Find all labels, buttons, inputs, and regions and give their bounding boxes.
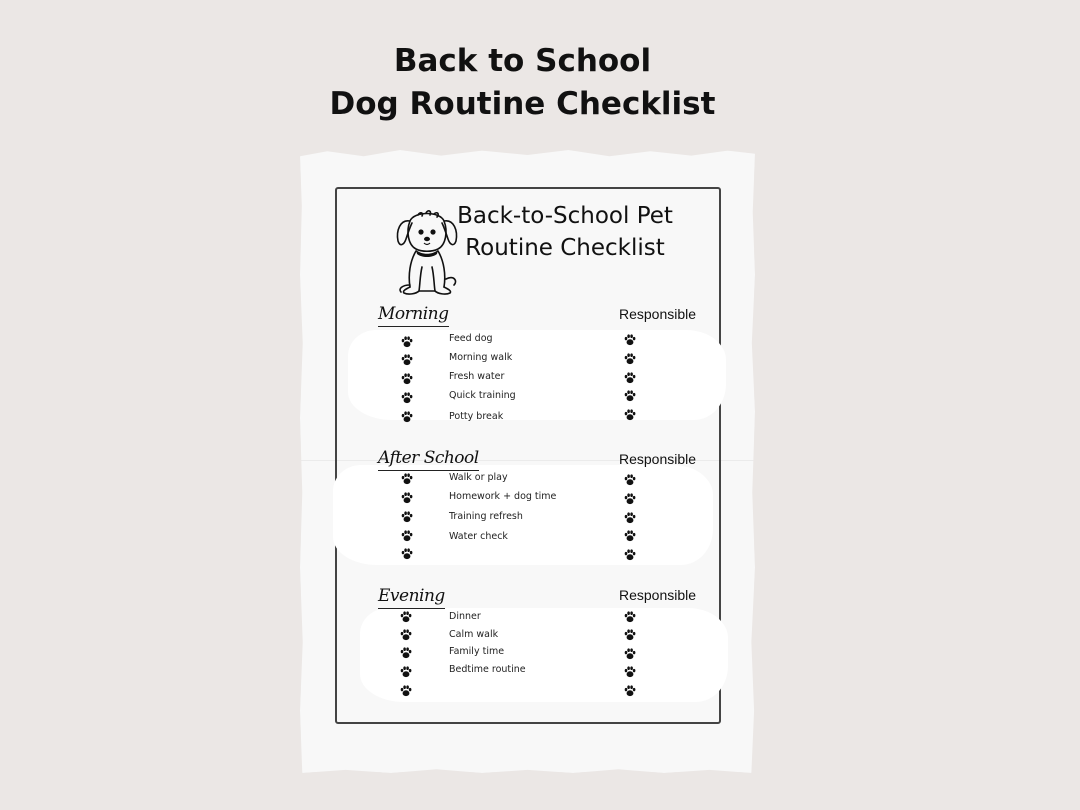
paw-print-icon	[401, 354, 413, 366]
paw-print-icon	[624, 493, 636, 505]
list-item: Fresh water	[449, 371, 505, 382]
paw-print-icon	[401, 530, 413, 542]
paw-print-icon	[400, 666, 412, 678]
paw-print-icon	[624, 409, 636, 421]
section-heading-after-school: After School	[378, 448, 479, 468]
paw-print-icon	[624, 474, 636, 486]
paw-print-icon	[624, 685, 636, 697]
section-highlight-evening	[360, 608, 728, 702]
paw-print-icon	[401, 336, 413, 348]
list-item: Quick training	[449, 390, 516, 401]
paw-print-icon	[624, 390, 636, 402]
paw-print-icon	[400, 647, 412, 659]
checklist-title-line-2: Routine Checklist	[465, 235, 665, 261]
responsible-header-evening: Responsible	[619, 587, 697, 603]
checklist-title	[440, 200, 690, 264]
list-item: Morning walk	[449, 352, 513, 363]
paw-print-icon	[401, 511, 413, 523]
list-item: Homework + dog time	[449, 491, 557, 502]
checklist-title-line-1: Back-to-School Pet	[457, 203, 673, 229]
paw-print-icon	[401, 392, 413, 404]
section-heading-evening: Evening	[378, 586, 445, 606]
page-title-line-2: Dog Routine Checklist	[329, 86, 716, 122]
paw-print-icon	[624, 353, 636, 365]
paw-print-icon	[624, 611, 636, 623]
list-item: Dinner	[449, 611, 481, 622]
list-item: Feed dog	[449, 333, 493, 344]
paw-print-icon	[624, 530, 636, 542]
paw-print-icon	[400, 611, 412, 623]
paw-print-icon	[624, 512, 636, 524]
responsible-header-after-school: Responsible	[619, 451, 697, 467]
page-title	[0, 40, 1045, 126]
responsible-header-morning: Responsible	[619, 306, 697, 322]
paw-print-icon	[624, 666, 636, 678]
paw-print-icon	[401, 473, 413, 485]
list-item: Family time	[449, 646, 505, 657]
section-highlight-after-school	[333, 465, 713, 565]
paw-print-icon	[401, 411, 413, 423]
paw-print-icon	[624, 334, 636, 346]
paw-print-icon	[400, 629, 412, 641]
list-item: Training refresh	[449, 511, 523, 522]
paw-print-icon	[401, 373, 413, 385]
paw-print-icon	[624, 629, 636, 641]
list-item: Water check	[449, 531, 508, 542]
list-item: Walk or play	[449, 472, 508, 483]
list-item: Calm walk	[449, 629, 499, 640]
list-item: Bedtime routine	[449, 664, 526, 675]
page-title-line-1: Back to School	[393, 43, 652, 79]
list-item: Potty break	[449, 411, 504, 422]
paw-print-icon	[401, 492, 413, 504]
paw-print-icon	[624, 648, 636, 660]
paw-print-icon	[624, 372, 636, 384]
section-heading-morning: Morning	[378, 304, 449, 324]
paw-print-icon	[401, 548, 413, 560]
paw-print-icon	[624, 549, 636, 561]
paw-print-icon	[400, 685, 412, 697]
